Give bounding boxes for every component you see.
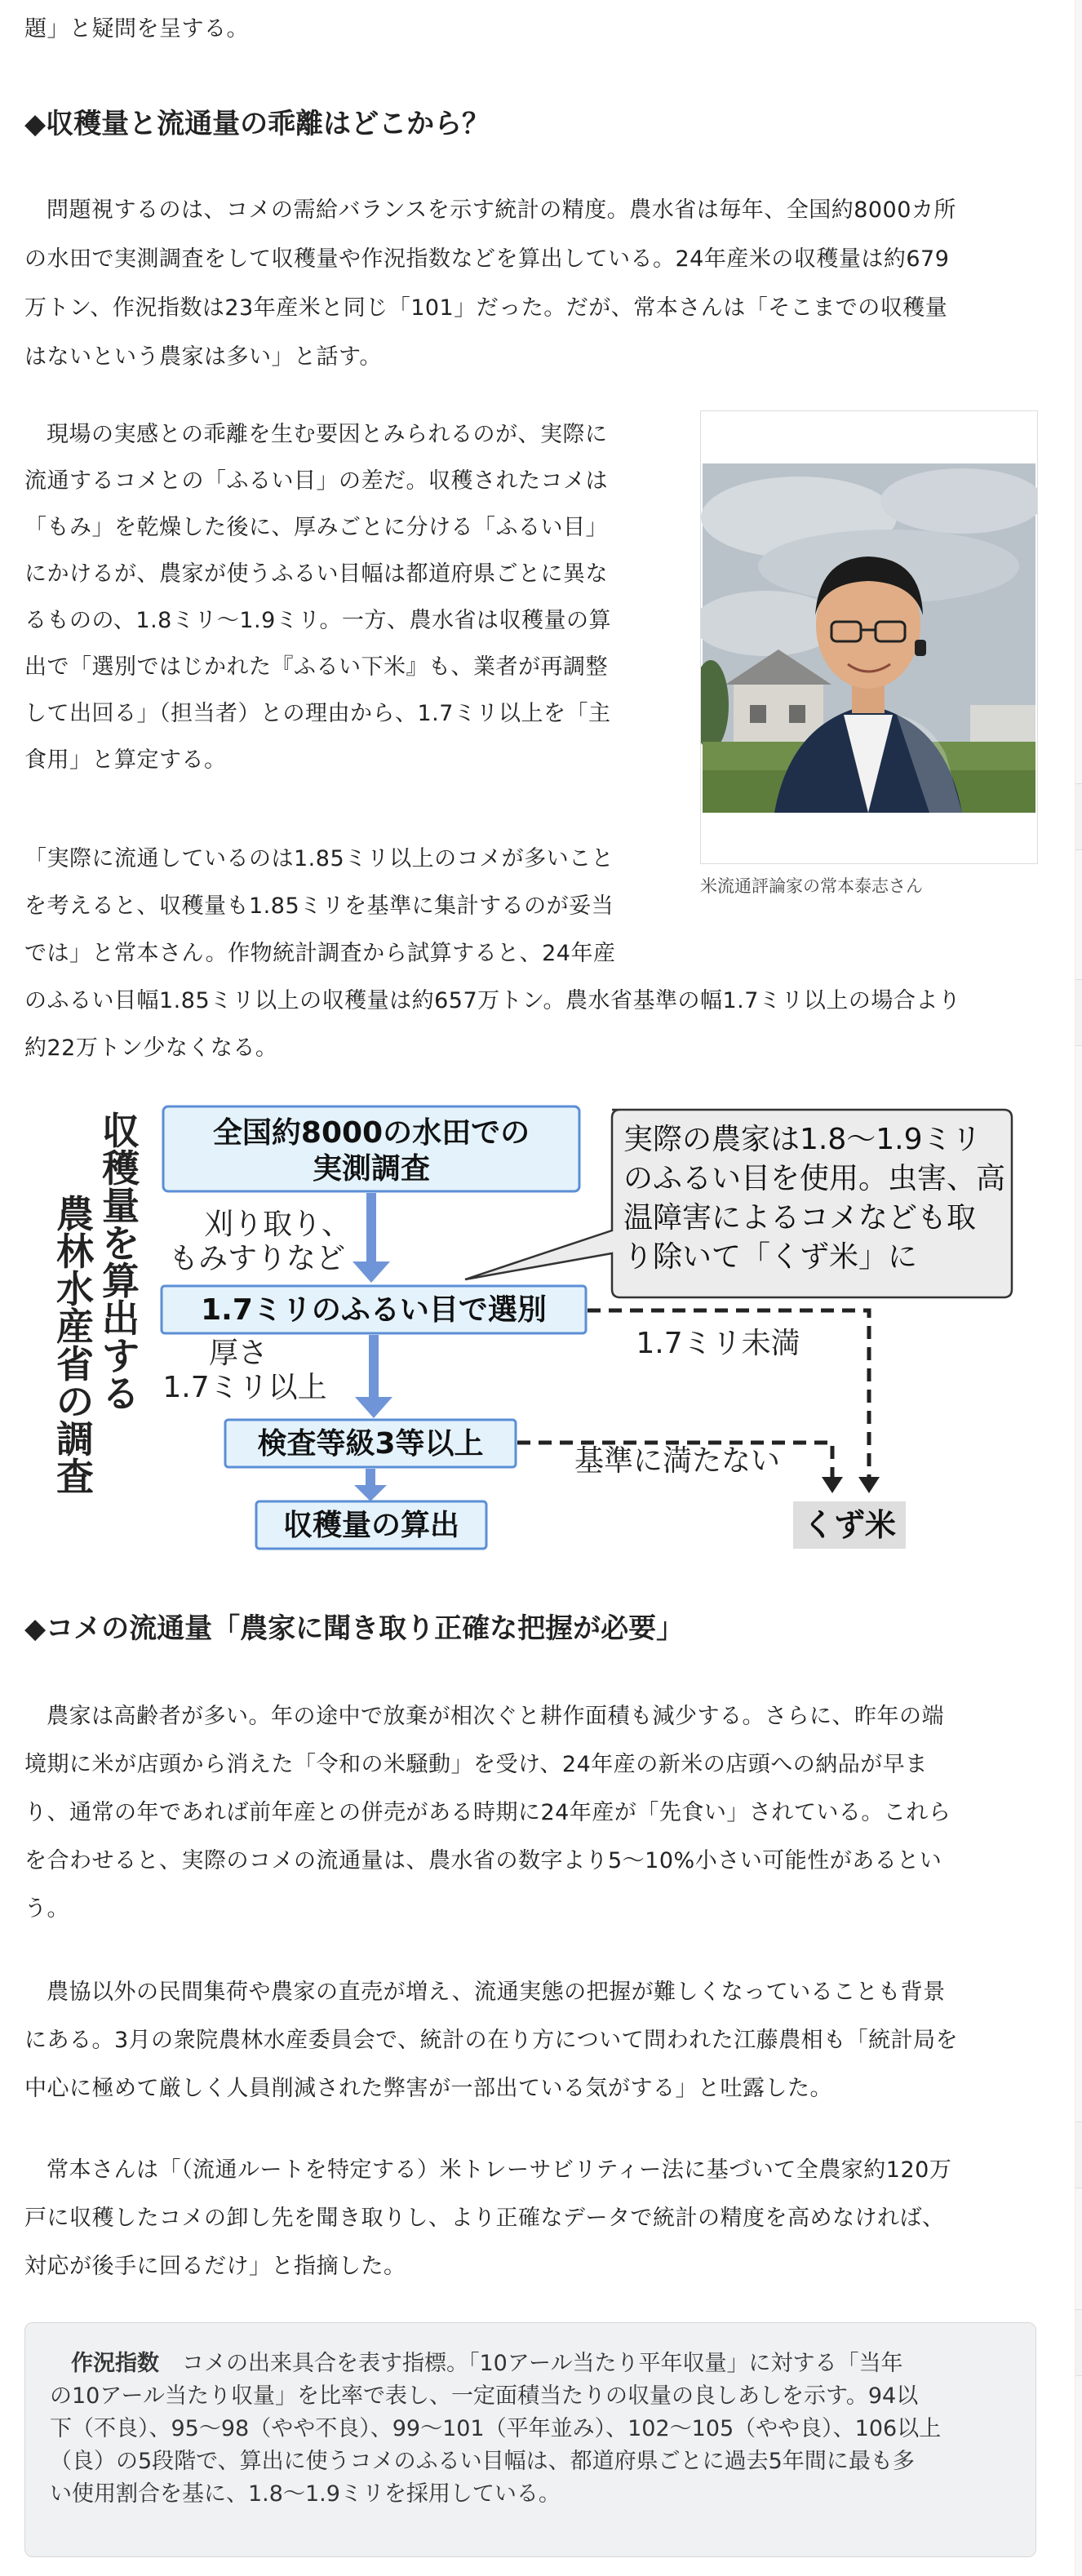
paragraph-line: 題」と疑問を呈する。 <box>24 16 249 42</box>
callout-text: のふるい目を使用。虫害、高 <box>623 1162 1006 1195</box>
paragraph-line: 流通するコメとの「ふるい目」の差だ。収穫されたコメは <box>24 468 608 494</box>
vertical-title-char: 林 <box>56 1230 94 1274</box>
paragraph <box>24 411 669 783</box>
flow-step-label: もみすりなど <box>168 1242 346 1275</box>
paragraph-line: 農協以外の民間集荷や農家の直売が増え、流通実態の把握が難しくなっていることも背景 <box>47 1980 946 2005</box>
vertical-title-char: 算 <box>102 1259 140 1303</box>
paragraph-line: う。 <box>24 1896 69 1922</box>
page-edge <box>1075 0 1082 2576</box>
paragraph-line: 対応が後手に回るだけ」と指摘した。 <box>24 2254 406 2279</box>
paragraph-line: 現場の実感との乖離を生む要因とみられるのが、実際に <box>47 422 608 447</box>
vertical-title-char: 査 <box>56 1455 94 1499</box>
flow-diagram <box>24 1093 1036 1586</box>
paragraph <box>24 836 1036 1072</box>
glossary-line: い使用割合を基に、1.8～1.9ミリを採用している。 <box>50 2481 561 2507</box>
callout-text: 実際の農家は1.8～1.9ミリ <box>623 1123 982 1156</box>
vertical-title-char: 省 <box>56 1342 94 1386</box>
paragraph-line: 戸に収穫したコメの卸し先を聞き取りし、より正確なデータで統計の精度を高めなければ、 <box>24 2206 945 2231</box>
glossary-line: 下（不良）、95～98（やや不良）、99～101（平年並み）、102～105（やや良）、106以上 <box>50 2416 942 2441</box>
paragraph-line: 約22万トン少なくなる。 <box>24 1035 278 1061</box>
paragraph-line: を考えると、収穫量も1.85ミリを基準に集計するのが妥当 <box>24 893 614 919</box>
vertical-title-char: す <box>102 1334 140 1378</box>
kuzumai-label: くず米 <box>802 1507 897 1543</box>
kuzumai-box <box>793 1501 906 1549</box>
glossary-line-text: コメの出来具合を表す指標。「10アール当たり平年収量」に対する「当年 <box>182 2351 903 2376</box>
diagram-vertical-title <box>56 1109 140 1499</box>
vertical-title-char: 量 <box>102 1184 140 1228</box>
flow-box-survey <box>163 1106 579 1191</box>
flow-step-label: 厚さ <box>208 1337 268 1370</box>
paragraph-line: 問題視するのは、コメの需給バランスを示す統計の精度。農水省は毎年、全国約8000カ所 <box>47 197 956 223</box>
edge-mark <box>1075 979 1082 1046</box>
paragraph-line: 常本さんは「（流通ルートを特定する）米トレーサビリティー法に基づいて全農家約120万 <box>47 2157 952 2183</box>
callout-text: り除いて「くず米」に <box>623 1240 918 1274</box>
paragraph-line: 農家は高齢者が多い。年の途中で放棄が相次ぐと耕作面積も減少する。さらに、昨年の端 <box>47 1704 944 1729</box>
flow-step-label: 刈り取り、 <box>203 1208 352 1241</box>
flow-box-text: 実測調査 <box>312 1152 431 1186</box>
vertical-title-char: 農 <box>56 1192 94 1236</box>
branch-label: 1.7ミリ未満 <box>636 1327 800 1360</box>
paragraph-line: して出回る」（担当者）との理由から、1.7ミリ以上を「主 <box>24 701 611 726</box>
vertical-title-char: 水 <box>56 1267 94 1311</box>
paragraph <box>24 1692 1036 1933</box>
edge-mark <box>1075 2309 1082 2376</box>
flow-arrowhead <box>354 1485 387 1501</box>
paragraph-line: はないという農家は多い」と話す。 <box>24 344 382 370</box>
glossary-term: 作況指数 <box>71 2351 159 2376</box>
glossary-line <box>71 2348 1011 2380</box>
photo-frame <box>700 410 1038 864</box>
paragraph-line: 食用」と算定する。 <box>24 747 227 773</box>
paragraph-line: 万トン、作況指数は23年産米と同じ「101」だった。だが、常本さんは「そこまでの収穫量 <box>24 295 948 321</box>
vertical-title-char: 調 <box>56 1417 94 1461</box>
branch-arrowhead <box>822 1477 843 1493</box>
paragraph-line: のふるい目幅1.85ミリ以上の収穫量は約657万トン。農水省基準の幅1.7ミリ以上の場合より <box>24 988 961 1013</box>
flow-box-grade <box>225 1420 516 1467</box>
paragraph-line: では」と常本さん。作物統計調査から試算すると、24年産 <box>24 941 616 966</box>
section-heading: ◆収穫量と流通量の乖離はどこから？ <box>24 108 490 140</box>
flow-box-text: 検査等級3等以上 <box>257 1427 484 1461</box>
vertical-title-char: 収 <box>102 1109 140 1153</box>
vertical-title-char: の <box>56 1380 94 1424</box>
paragraph-line: るものの、1.8ミリ～1.9ミリ。一方、農水省は収穫量の算 <box>24 608 611 633</box>
paragraph-line: 境期に米が店頭から消えた「令和の米騒動」を受け、24年産の新米の店頭への納品が早ま <box>24 1752 928 1777</box>
photo-caption: 米流通評論家の常本泰志さん <box>700 876 923 896</box>
vertical-title-char: を <box>102 1221 140 1266</box>
glossary-line: （良）の5段階で、算出に使うコメのふるい目幅は、都道府県ごとに過去5年間に最も多 <box>50 2449 915 2474</box>
paragraph-line: の水田で実測調査をして収穫量や作況指数などを算出している。24年産米の収穫量は約679 <box>24 246 950 272</box>
paragraph-line: 出で「選別ではじかれた『ふるい下米』も、業者が再調整 <box>24 654 608 680</box>
paragraph-line: にかけるが、農家が使うふるい目幅は都道府県ごとに異な <box>24 561 608 587</box>
glossary-text <box>50 2348 1011 2511</box>
flow-box-text: 収穫量の算出 <box>282 1509 460 1542</box>
flow-arrowhead <box>353 1261 390 1283</box>
edge-mark <box>1075 783 1082 850</box>
flow-step-label: 1.7ミリ以上 <box>162 1371 327 1404</box>
branch-label: 基準に満たない <box>574 1444 781 1478</box>
paragraph-line: 中心に極めて厳しく人員削減された弊害が一部出ている気がする」と吐露した。 <box>24 2076 832 2101</box>
paragraph-line: り、通常の年であれば前年産との併売がある時期に24年産が「先食い」されている。これら <box>24 1800 951 1825</box>
portrait-photo <box>701 411 1037 863</box>
flow-box-result <box>256 1501 486 1549</box>
branch-arrowhead <box>858 1477 880 1493</box>
edge-mark <box>1075 2122 1082 2188</box>
vertical-title-char: 出 <box>102 1297 140 1341</box>
paragraph-line: 「実際に流通しているのは1.85ミリ以上のコメが多いこと <box>24 846 614 871</box>
vertical-title-char: 穫 <box>102 1146 140 1190</box>
flow-box-text: 全国約8000の水田での <box>212 1116 530 1150</box>
vertical-title-char: 産 <box>56 1305 94 1349</box>
glossary-line: の10アール当たり収量」を比率で表し、一定面積当たりの収量の良しあしを示す。94以 <box>50 2383 919 2409</box>
flow-box-sieve <box>162 1286 586 1333</box>
paragraph-line: を合わせると、実際のコメの流通量は、農水省の数字より5～10%小さい可能性があるとい <box>24 1848 942 1873</box>
callout-text: 温障害によるコメなども取 <box>623 1201 977 1235</box>
paragraph-line: にある。3月の衆院農林水産委員会で、統計の在り方について問われた江藤農相も「統計局を <box>24 2028 959 2053</box>
flow-arrowhead <box>355 1397 392 1418</box>
paragraph-line: 「もみ」を乾燥した後に、厚みごとに分ける「ふるい目」 <box>24 515 608 540</box>
vertical-title-char: る <box>102 1372 140 1416</box>
paragraph-fragment <box>24 15 249 44</box>
section-heading: ◆コメの流通量「農家に聞き取り正確な把握が必要」 <box>24 1612 685 1645</box>
paragraph <box>24 2146 1036 2290</box>
glossary-box <box>24 2322 1036 2557</box>
paragraph <box>24 1968 1036 2113</box>
flow-box-text: 1.7ミリのふるい目で選別 <box>201 1293 547 1327</box>
paragraph <box>24 186 1036 382</box>
